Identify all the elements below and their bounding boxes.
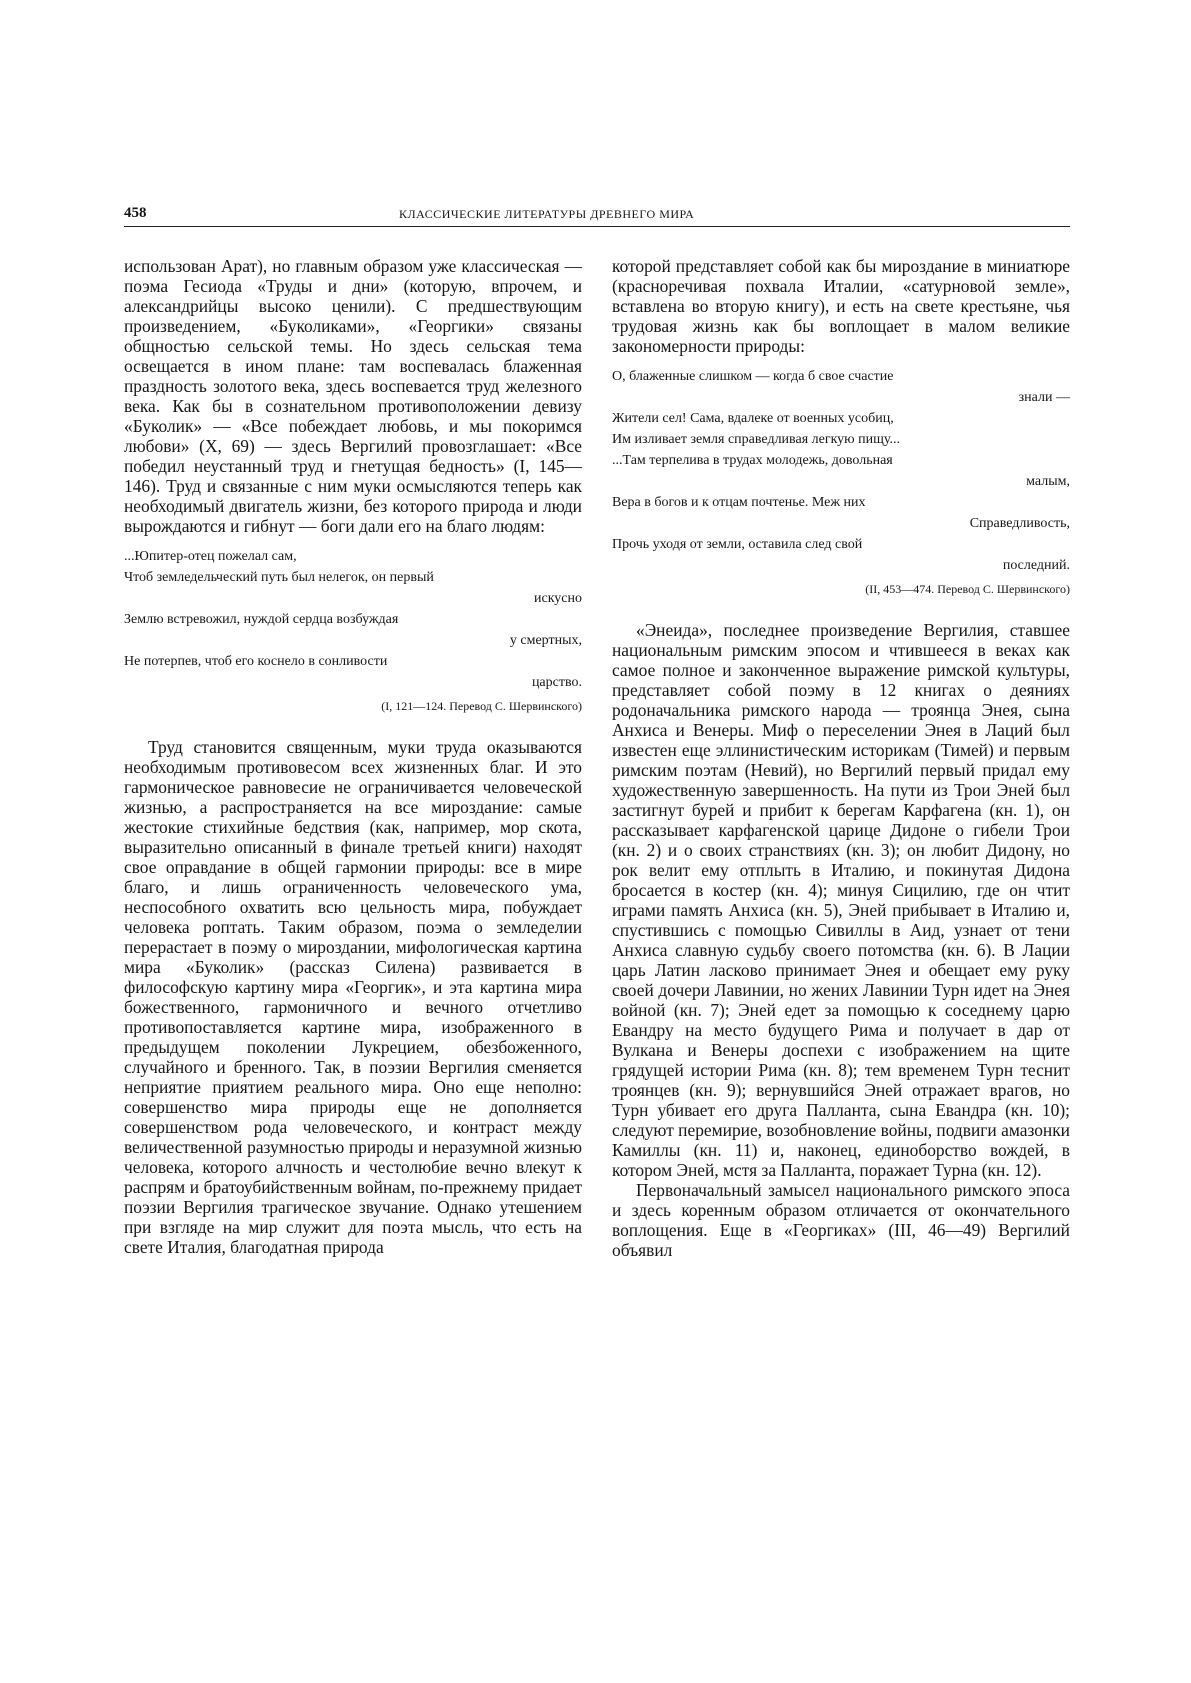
left-poem-quote xyxy=(124,546,582,717)
page-number: 458 xyxy=(124,205,147,221)
right-paragraph-1: которой представляет собой как бы мироздание в миниатюре (красноречивая похвала Италии, «сатурновой земле», вставлена во вторую книгу), и есть на свете крестьяне, чья трудовая жизнь как бы воплощает в малом великие закономерности природы: xyxy=(612,256,1070,356)
poem-line-continuation: искусно xyxy=(533,591,582,606)
poem-line: Землю встревожил, нуждой сердца возбуждая xyxy=(124,612,399,627)
running-title: КЛАССИЧЕСКИЕ ЛИТЕРАТУРЫ ДРЕВНЕГО МИРА xyxy=(399,207,695,221)
poem-line-continuation: последний. xyxy=(1002,558,1070,573)
poem-line-continuation: малым, xyxy=(1026,474,1070,489)
poem-line: Прочь уходя от земли, оставила след свой xyxy=(612,537,863,552)
spacer xyxy=(612,608,1070,620)
poem-line-continuation: Справедливость, xyxy=(969,516,1070,531)
poem-line: Им изливает земля справедливая легкую пищу... xyxy=(612,432,900,447)
poem-line-continuation: знали — xyxy=(1018,390,1070,405)
left-paragraph-1: использован Арат), но главным образом уже классическая — поэма Гесиода «Труды и дни» (которую, впрочем, и александрийцы высоко ценили). С предшествующим произведением, «Буколиками», «Георгики» связаны общностью сельской темы. Но здесь сельская тема освещается в ином плане: там воспевалась блаженная праздность золотого века, здесь воспевается труд железного века. Как бы в сознательном противоположении девизу «Буколик» — «Все побеждает любовь, и мы покоримся любови» (X, 69) — здесь Вергилий провозглашает: «Все победил неустанный труд и гнетущая бедность» (I, 145—146). Труд и связанные с ним муки осмысляются теперь как необходимый двигатель жизни, без которого природа и люди вырождаются и гибнут — боги дали его на благо людям: xyxy=(124,256,582,536)
poem-source: (I, 121—124. Перевод С. Шервинского) xyxy=(381,699,582,713)
poem-line: Не потерпев, чтоб его коснело в сонливости xyxy=(124,654,388,669)
poem-line: Вера в богов и к отцам почтенье. Меж них xyxy=(612,495,866,510)
poem-line-continuation: царство. xyxy=(531,675,582,690)
poem-line: Жители сел! Сама, вдалеке от военных усобиц, xyxy=(612,411,894,426)
poem-line-continuation: у смертных, xyxy=(509,633,582,648)
right-paragraph-3: Первоначальный замысел национального римского эпоса и здесь коренным образом отличается от окончательного воплощения. Еще в «Георгиках» (III, 46—49) Вергилий объявил xyxy=(612,1180,1070,1260)
poem-line: ...Там терпелива в трудах молодежь, довольная xyxy=(612,453,893,468)
poem-line: Чтоб земледельческий путь был нелегок, он первый xyxy=(124,570,434,585)
right-paragraph-2: «Энеида», последнее произведение Вергилия, ставшее национальным римским эпосом и чтившееся в веках как самое полное и законченное выражение римской культуры, представляет собой поэму в 12 книгах о деяниях родоначальника римского народа — троянца Энея, сына Анхиса и Венеры. Миф о переселении Энея в Лаций был известен еще эллинистическим историкам (Тимей) и первым римским поэтам (Невий), но Вергилий первый придал ему художественную завершенность. На пути из Трои Эней был застигнут бурей и прибит к берегам Карфагена (кн. 1), он рассказывает карфагенской царице Дидоне о гибели Трои (кн. 2) и о своих странствиях (кн. 3); он любит Дидону, но рок велит ему отплыть в Италию, и покинутая Дидона бросается в костер (кн. 4); минуя Сицилию, где он чтит играми память Анхиса (кн. 5), Эней прибывает в Италию и, спустившись с помощью Сивиллы в Аид, узнает от тени Анхиса славную судьбу своего потомства (кн. 6). В Лации царь Латин ласково принимает Энея и обещает ему руку своей дочери Лавинии, но жених Лавинии Турн идет на Энея войной (кн. 7); Эней едет за помощью к соседнему царю Евандру на место будущего Рима и получает в дар от Вулкана и Венеры доспехи с изображением на щите грядущей истории Рима (кн. 8); тем временем Турн теснит троянцев (кн. 9); вернувшийся Эней отражает врагов, но Турн убивает его друга Палланта, сына Евандра (кн. 10); следуют перемирие, возобновление войны, подвиги амазонки Камиллы (кн. 11) и, наконец, единоборство вождей, в котором Эней, мстя за Палланта, поражает Турна (кн. 12). xyxy=(612,620,1070,1180)
spacer xyxy=(124,725,582,737)
header-rule xyxy=(124,226,1070,227)
poem-line: ...Юпитер-отец пожелал сам, xyxy=(124,549,297,564)
poem-line: О, блаженные слишком — когда б свое счастие xyxy=(612,369,894,384)
left-column xyxy=(124,256,582,1257)
poem-source: (II, 453—474. Перевод С. Шервинского) xyxy=(865,582,1070,596)
right-column xyxy=(612,256,1070,1260)
left-paragraph-2: Труд становится священным, муки труда оказываются необходимым противовесом всех жизненных благ. И это гармоническое равновесие не ограничивается человеческой жизнью, а распространяется на все мироздание: самые жестокие стихийные бедствия (как, например, мор скота, выразительно описанный в финале третьей книги) находят свое оправдание в общей гармонии природы: все в мире благо, и лишь ограниченность человеческого ума, неспособного охватить всю цельность мира, побуждает человека роптать. Таким образом, поэма о земледелии перерастает в поэму о мироздании, мифологическая картина мира «Буколик» (рассказ Силена) развивается в философскую картину мира «Георгик», и эта картина мира божественного, гармоничного и вечного отчетливо противопоставляется картине мира, изображенного в предыдущем поколении Лукрецием, обезбоженного, случайного и бренного. Так, в поэзии Вергилия сменяется неприятие приятием реального мира. Оно еще неполно: совершенство мира природы еще не дополняется совершенством рода человеческого, и контраст между величественной разумностью природы и неразумной жизнью человека, которого алчность и честолюбие вечно влекут к распрям и братоубийственным войнам, по-прежнему придает поэзии Вергилия трагическое звучание. Однако утешением при взгляде на мир служит для поэта мысль, что есть на свете Италия, благодатная природа xyxy=(124,737,582,1257)
page-header xyxy=(124,205,1070,225)
right-poem-quote xyxy=(612,366,1070,600)
